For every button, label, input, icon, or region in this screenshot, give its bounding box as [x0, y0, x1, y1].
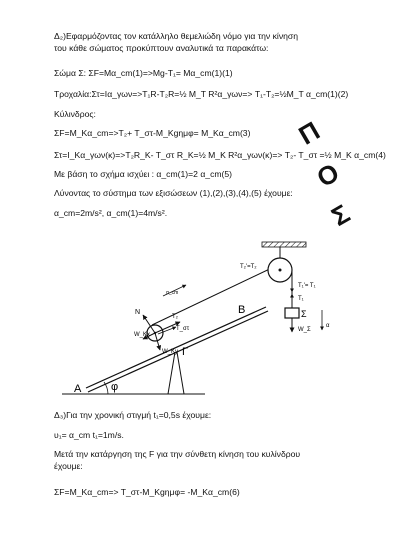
- after-removal-line-2: έχουμε:: [54, 461, 83, 471]
- label-Tst: T_στ: [176, 326, 190, 332]
- delta3-line: Δ₃)Για την χρονική στιγμή t₁=0,5s έχουμε:: [54, 410, 212, 420]
- label-A: A: [74, 383, 82, 395]
- cylinder-torque-equation: Στ=I_Kα_γων(κ)=>T₂R_K- T_στ R_K=½ M_K R²α_γων(κ)=> T₂- T_στ =½ M_K α_cm(4): [54, 150, 386, 160]
- label-T1: T₁: [298, 296, 304, 302]
- label-Gamma: Γ: [182, 346, 189, 358]
- label-phi: φ: [111, 381, 119, 393]
- hanging-block: [285, 308, 299, 318]
- intro-line-2: του κάθε σώματος προκύπτουν αναλυτικά τα παρακάτω:: [54, 43, 269, 53]
- velocity-line: υ₁= α_cm t₁=1m/s.: [54, 430, 124, 440]
- label-N: N: [135, 309, 141, 316]
- ceiling-mount: [262, 242, 306, 247]
- watermark-letter-1: Π: [293, 115, 325, 151]
- final-equation: ΣF=M_Kα_cm=> T_στ-M_Kgημφ= -M_Kα_cm(6): [54, 487, 240, 497]
- label-acm: α_cm: [166, 290, 179, 296]
- after-removal-line-1: Μετά την κατάργηση της F για την σύνθετη κίνηση του κυλίνδρου: [54, 449, 301, 459]
- cylinder-title: Κύλινδρος:: [54, 109, 96, 119]
- label-a: α: [326, 323, 330, 329]
- pulley-axle: [279, 269, 282, 272]
- cylinder-force-equation: ΣF=M_Kα_cm=>T₂+ T_στ-M_Kgημφ= M_Kα_cm(3): [54, 128, 251, 138]
- support-leg-left: [168, 352, 175, 394]
- label-WS: W_Σ: [298, 327, 311, 333]
- label-WKx: W_Kx: [134, 332, 151, 338]
- watermark-letter-3: Σ: [326, 198, 355, 232]
- label-T1p: T₁'= T₁: [298, 283, 316, 289]
- intro-line-1: Δ₂)Εφαρμόζοντας τον κατάλληλο θεμελιώδη νόμο για την κίνηση: [54, 31, 298, 41]
- result-line: α_cm=2m/s², α_cm(1)=4m/s².: [54, 208, 168, 218]
- label-T2p: T₂'=T₂: [240, 264, 257, 270]
- pulley-equation: Τροχαλία:Στ=Iα_γων=>T₁R-T₂R=½ M_T R²α_γων=> T₁-T₂=½M_T α_cm(1)(2): [54, 89, 349, 99]
- label-Sigma: Σ: [301, 309, 307, 319]
- support-leg-right: [177, 352, 184, 394]
- label-T2: T₂: [172, 314, 178, 320]
- solving-line: Λύνοντας το σύστημα των εξισώσεων (1),(2),(3),(4),(5) έχουμε:: [54, 188, 293, 198]
- watermark-letter-2: Ο: [311, 157, 345, 194]
- label-WKy: W_Ky: [162, 349, 179, 355]
- body-sigma-equation: Σώμα Σ: ΣF=Mα_cm(1)=>Mg-T₁= Mα_cm(1)(1): [54, 68, 233, 78]
- constraint-equation: Με βάση το σχήμα ισχύει : α_cm(1)=2 α_cm(5): [54, 169, 233, 179]
- label-B: B: [238, 304, 246, 316]
